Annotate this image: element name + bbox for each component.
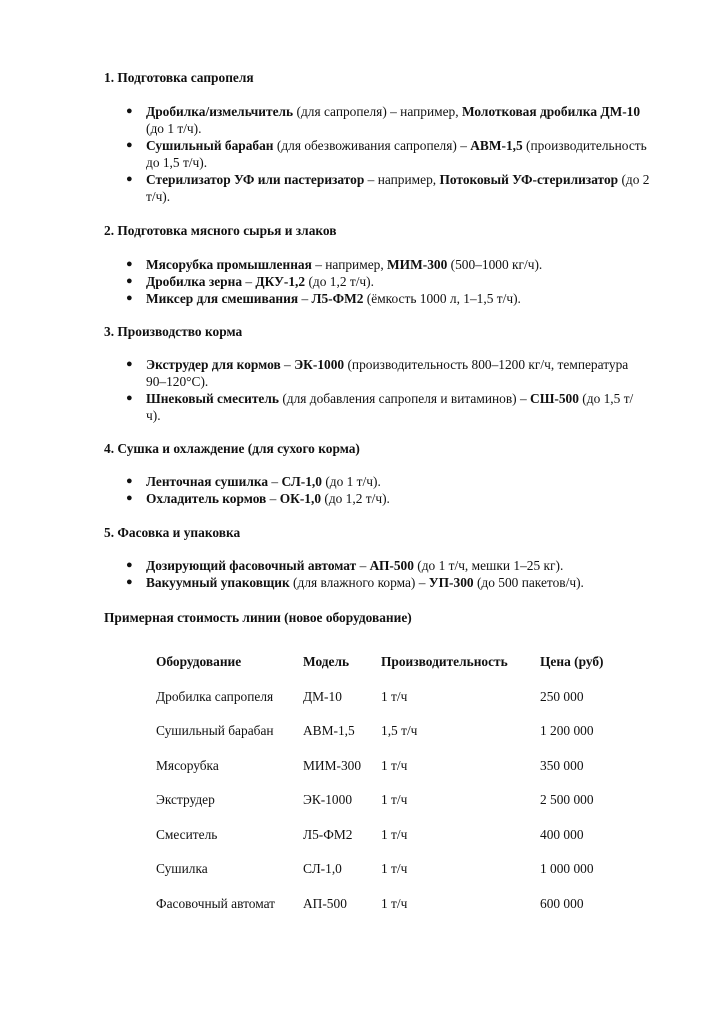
column-header-capacity: Производительность: [381, 654, 508, 670]
table-row: [148, 887, 648, 922]
bullet-icon: ●: [126, 358, 133, 370]
bullet-icon: ●: [126, 576, 133, 588]
bullet-icon: ●: [126, 492, 133, 504]
table-row: [148, 783, 648, 818]
list-item: ● Дробилка/измельчитель (для сапропеля) – например, Молотковая дробилка ДМ-10 (до 1 т/ч).: [126, 104, 641, 136]
bullet-icon: ●: [126, 258, 133, 270]
cell-equipment: Мясорубка: [156, 757, 219, 773]
cell-price: 250 000: [540, 688, 584, 704]
list-item: ● Дозирующий фасовочный автомат – АП-500 (до 1 т/ч, мешки 1–25 кг).: [126, 558, 564, 573]
cell-model: МИМ-300: [303, 757, 362, 773]
cell-equipment: Сушильный барабан: [156, 723, 274, 739]
cost-table: [148, 645, 648, 921]
table-row: [148, 852, 648, 887]
cell-model: АП-500: [303, 895, 347, 911]
cell-equipment: Дробилка сапропеля: [156, 688, 274, 704]
table-row: [148, 818, 648, 853]
cell-equipment: Смеситель: [156, 826, 218, 842]
list-item: ● Сушильный барабан (для обезвоживания сапропеля) – АВМ-1,5 (производительность до 1,5 т/ч).: [126, 138, 647, 170]
table-row: [148, 714, 648, 749]
list-item: ● Дробилка зерна – ДКУ-1,2 (до 1,2 т/ч).: [126, 274, 374, 289]
bullet-icon: ●: [126, 559, 133, 571]
section-heading: 1. Подготовка сапропеля: [104, 70, 254, 85]
table-header-row: [148, 645, 648, 680]
section-heading: 5. Фасовка и упаковка: [104, 525, 241, 540]
equipment-list: [104, 103, 656, 205]
list-item: ● Мясорубка промышленная – например, МИМ-300 (500–1000 кг/ч).: [126, 257, 543, 272]
cell-equipment: Экструдер: [156, 792, 215, 808]
cell-price: 350 000: [540, 757, 584, 773]
cell-model: Л5-ФМ2: [303, 826, 353, 842]
section-heading: 2. Подготовка мясного сырья и злаков: [104, 223, 337, 238]
column-header-price: Цена (руб): [540, 654, 604, 670]
list-item: ● Шнековый смеситель (для добавления сапропеля и витаминов) – СШ-500 (до 1,5 т/ч).: [126, 391, 634, 423]
cell-model: СЛ-1,0: [303, 861, 342, 877]
list-item: ● Охладитель кормов – ОК-1,0 (до 1,2 т/ч).: [126, 491, 390, 506]
bullet-icon: ●: [126, 392, 133, 404]
cell-capacity: 1 т/ч: [381, 688, 408, 704]
cell-model: ДМ-10: [303, 688, 342, 704]
list-item: ● Стерилизатор УФ или пастеризатор – например, Потоковый УФ-стерилизатор (до 2 т/ч).: [126, 172, 650, 204]
equipment-list: [104, 557, 664, 591]
cell-equipment: Сушилка: [156, 861, 208, 877]
cell-price: 2 500 000: [540, 792, 594, 808]
list-item: ● Ленточная сушилка – СЛ-1,0 (до 1 т/ч).: [126, 474, 381, 489]
cell-equipment: Фасовочный автомат: [156, 895, 276, 911]
list-item: ● Миксер для смешивания – Л5-ФМ2 (ёмкость 1000 л, 1–1,5 т/ч).: [126, 291, 521, 306]
section-heading: 4. Сушка и охлаждение (для сухого корма): [104, 441, 360, 456]
cell-capacity: 1 т/ч: [381, 757, 408, 773]
bullet-icon: ●: [126, 292, 133, 304]
cell-model: ЭК-1000: [303, 792, 353, 808]
column-header-equipment: Оборудование: [156, 654, 242, 670]
bullet-icon: ●: [126, 475, 133, 487]
column-header-model: Модель: [303, 654, 350, 670]
cell-capacity: 1 т/ч: [381, 861, 408, 877]
cell-price: 1 200 000: [540, 723, 594, 739]
cell-model: АВМ-1,5: [303, 723, 355, 739]
cell-price: 600 000: [540, 895, 584, 911]
list-item: ● Экструдер для кормов – ЭК-1000 (производительность 800–1200 кг/ч, температура 90–120°C).: [126, 357, 629, 389]
cell-price: 400 000: [540, 826, 584, 842]
cell-price: 1 000 000: [540, 861, 594, 877]
list-item: ● Вакуумный упаковщик (для влажного корма) – УП-300 (до 500 пакетов/ч).: [126, 575, 584, 590]
equipment-list: [104, 356, 636, 424]
bullet-icon: ●: [126, 139, 133, 151]
cell-capacity: 1 т/ч: [381, 895, 408, 911]
bullet-icon: ●: [126, 275, 133, 287]
cost-table-title: Примерная стоимость линии (новое оборудование): [104, 610, 412, 625]
equipment-list: [104, 473, 664, 507]
table-row: [148, 749, 648, 784]
cell-capacity: 1,5 т/ч: [381, 723, 418, 739]
equipment-list: [104, 256, 664, 307]
bullet-icon: ●: [126, 105, 133, 117]
table-row: [148, 680, 648, 715]
bullet-icon: ●: [126, 173, 133, 185]
cell-capacity: 1 т/ч: [381, 826, 408, 842]
cell-capacity: 1 т/ч: [381, 792, 408, 808]
section-heading: 3. Производство корма: [104, 324, 243, 339]
